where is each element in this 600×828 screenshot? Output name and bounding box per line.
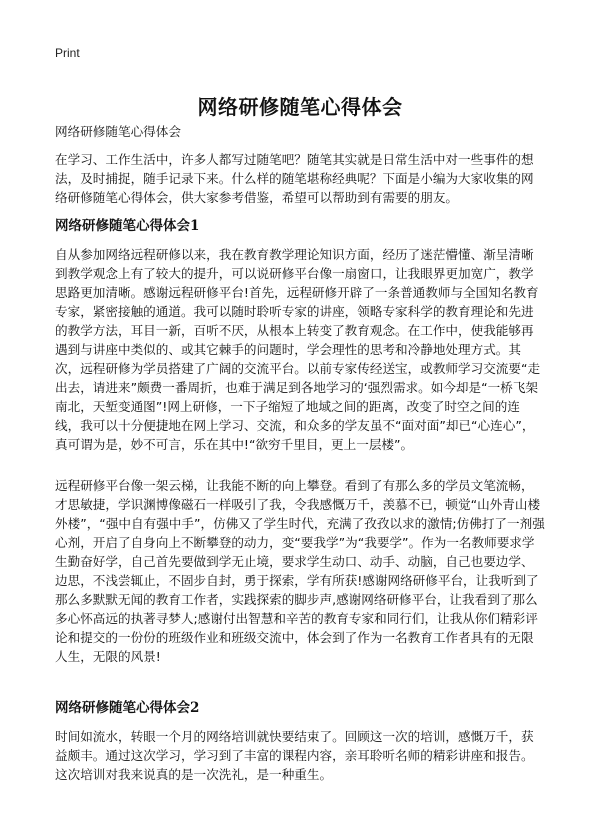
intro-paragraph: 在学习、工作生活中，许多人都写过随笔吧？随笔其实就是日常生活中对一些事件的想法，及时捕捉，随手记录下来。什么样的随笔堪称经典呢？下面是小编为大家收集的网络研修随笔心得体会，供大家参考借鉴，希望可以帮助到有需要的朋友。 [55,152,534,205]
section-paragraph: 自从参加网络远程研修以来，我在教育教学理论知识方面，经历了迷茫懵懂、渐呈清晰到教学观念上有了较大的提升，可以说研修平台像一扇窗口，让我眼界更加宽广，教学思路更加清晰。感谢远程研修平台!首先，远程研修开辟了一条普通教师与全国知名教育专家，紧密接触的通道。我可以随时聆听专家的讲座，领略专家科学的教育理论和先进的教学方法，耳目一新，百听不厌，从根本上转变了教育观念。在工作中，使我能够再遇到与讲座中类似的、或其它棘手的问题时，学会理性的思考和冷静地处理方式。其次，远程研修为学员搭建了广阔的交流平台。以前专家传经送宝，或教师学习交流要“走出去，请进来”颇费一番周折，也难于满足到各地学习的‘强烈需求。如今却是“一桥飞架南北，天堑变通图”!网上研修，一下子缩短了地域之间的距离，改变了时空之间的连线，我可以十分便捷地在网上学习、交流，和众多的学友虽不“面对面”却已“心连心”，真可谓为是，妙不可言，乐在其中!“欲穷千里目，更上一层楼”。 [55,247,541,452]
section-heading: 网络研修随笔心得体会1 [55,218,200,234]
print-link[interactable]: Print [55,46,80,60]
section-paragraph: 时间如流水，转眼一个月的网络培训就快要结束了。回顾这一次的培训，感慨万千，获益颇丰。通过这次学习，学习到了丰富的课程内容，亲耳聆听名师的精彩讲座和报告。这次培训对我来说真的是一次洗礼，是一种重生。 [55,729,534,782]
page-title: 网络研修随笔心得体会 [197,95,403,120]
section-heading: 网络研修随笔心得体会2 [55,700,200,716]
document-subtitle: 网络研修随笔心得体会 [55,124,181,139]
section-paragraph: 远程研修平台像一架云梯，让我能不断的向上攀登。看到了有那么多的学员文笔流畅，才思敏捷，学识渊博像磁石一样吸引了我，令我感慨万千，羡慕不已，顿觉“山外青山楼外楼”，“强中自有强中手”，仿佛又了学生时代，充满了孜孜以求的激情;仿佛打了一剂强心剂，开启了自身向上不断攀登的动力，变“要我学”为“我要学”。作为一名教师要求学生勤奋好学，自己首先要做到学无止境，要求学生动口、动手、动脑，自己也要边学、边思，不浅尝辄止，不固步自封，勇于探索，学有所获!感谢网络研修平台，让我听到了那么多默默无闻的教育工作者，实践探索的脚步声,感谢网络研修平台，让我看到了那么多心怀高远的执著寻梦人;感谢付出智慧和辛苦的教育专家和同行们，让我从你们精彩评论和提交的一份份的班级作业和班级交流中，体会到了作为一名教育工作者具有的无限人生，无限的风景! [55,478,545,664]
